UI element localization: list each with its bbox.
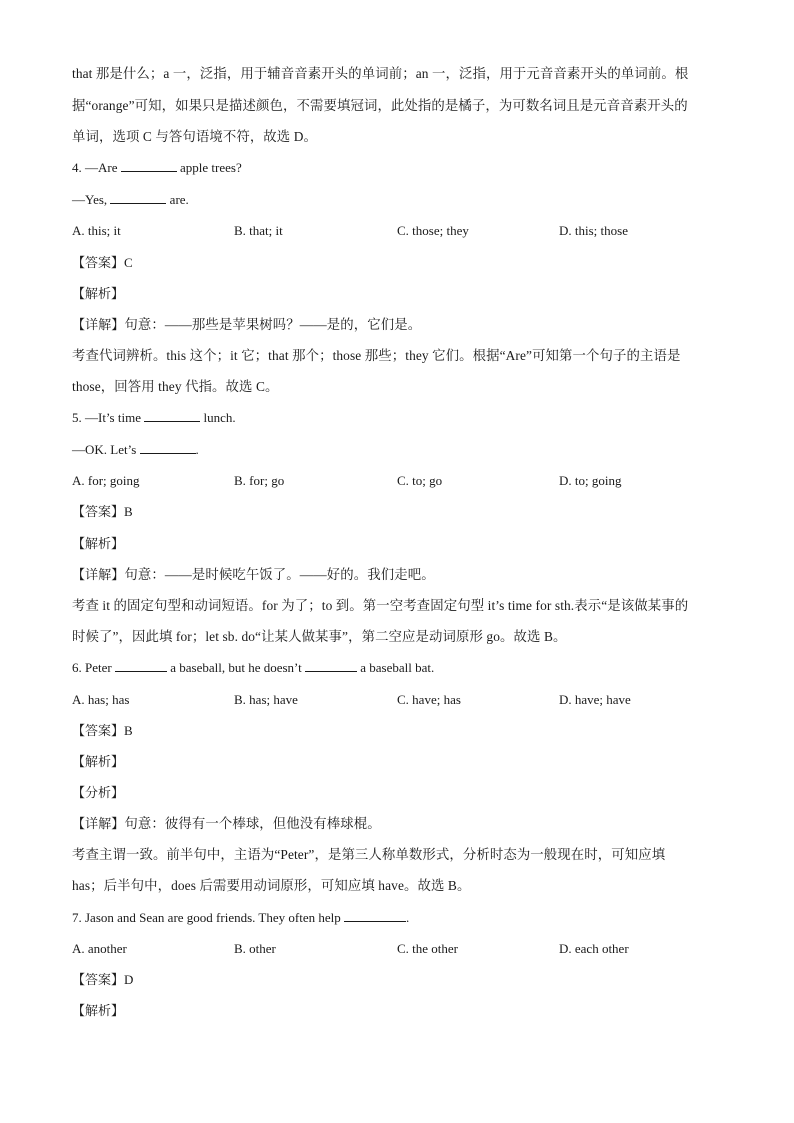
- answer-blank: [115, 659, 167, 672]
- option-d: D. each other: [559, 941, 629, 956]
- option-a: A. another: [72, 941, 127, 956]
- intro-line-2: 据“orange”可知，如果只是描述颜色，不需要填冠词，此处指的是橘子，为可数名词且是元音音素开头的: [72, 98, 688, 113]
- answer-blank: [121, 159, 177, 172]
- question-5-stem: 5. —It’s time lunch.: [72, 410, 236, 425]
- question-7-answer: [72, 970, 722, 991]
- detail-label: 【详解】: [72, 817, 125, 832]
- question-6-answer: [72, 721, 722, 742]
- question-6-options: [72, 690, 722, 710]
- question-5-analysis-label: 【解析】: [72, 537, 125, 552]
- question-5-explanation-2: 时候了”，因此填 for；let sb. do“让某人做某事”，第二空应是动词原形 go。故选 B。: [72, 629, 567, 644]
- option-c: C. have; has: [397, 692, 461, 707]
- option-b: B. other: [234, 941, 276, 956]
- answer-blank: [344, 909, 406, 922]
- question-6-analysis-label: 【解析】: [72, 755, 125, 770]
- question-4-detail: 【详解】句意：——那些是苹果树吗？——是的，它们是。: [72, 317, 422, 333]
- option-b: B. for; go: [234, 473, 285, 488]
- question-4-explanation-2: those，回答用 they 代指。故选 C。: [72, 379, 279, 394]
- answer-value: B: [124, 504, 133, 519]
- question-6-explanation-1: 考查主谓一致。前半句中，主语为“Peter”，是第三人称单数形式，分析时态为一般现在时，可知应填: [72, 847, 666, 862]
- answer-blank: [144, 409, 200, 422]
- question-5-explanation-1: 考查 it 的固定句型和动词短语。for 为了；to 到。第一空考查固定句型 it’s time for sth.表示“是该做某事的: [72, 598, 689, 613]
- detail-label: 【详解】: [72, 568, 125, 583]
- answer-value: B: [124, 723, 133, 738]
- intro-line-3: 单词，选项 C 与答句语境不符，故选 D。: [72, 129, 317, 144]
- question-4-reply: —Yes, are.: [72, 192, 189, 207]
- answer-blank: [305, 659, 357, 672]
- question-6-detail: 【详解】句意：彼得有一个棒球，但他没有棒球棍。: [72, 816, 381, 832]
- question-5-options: [72, 471, 722, 491]
- intro-line-1: that 那是什么；a 一，泛指，用于辅音音素开头的单词前；an 一，泛指，用于元音音素开头的单词前。根: [72, 66, 689, 81]
- question-7-stem: 7. Jason and Sean are good friends. They often help .: [72, 910, 410, 925]
- question-6-fenxi-label: 【分析】: [72, 786, 125, 801]
- option-c: C. those; they: [397, 223, 469, 238]
- option-b: B. that; it: [234, 223, 283, 238]
- question-4-explanation-1: 考查代词辨析。this 这个；it 它；that 那个；those 那些；they 它们。根据“Are”可知第一个句子的主语是: [72, 348, 681, 363]
- answer-blank: [140, 441, 196, 454]
- answer-value: C: [124, 255, 133, 270]
- answer-label: 【答案】: [72, 973, 125, 988]
- option-a: A. has; has: [72, 692, 130, 707]
- detail-label: 【详解】: [72, 318, 125, 333]
- question-6-explanation-2: has；后半句中，does 后需要用动词原形，可知应填 have。故选 B。: [72, 878, 471, 893]
- question-4-answer: [72, 253, 722, 274]
- option-d: D. this; those: [559, 223, 628, 238]
- question-4-analysis-label: 【解析】: [72, 287, 125, 302]
- option-a: A. this; it: [72, 223, 121, 238]
- option-d: D. to; going: [559, 473, 622, 488]
- option-c: C. to; go: [397, 473, 443, 488]
- question-5-answer: [72, 502, 722, 523]
- answer-label: 【答案】: [72, 256, 125, 271]
- question-6-stem: 6. Peter a baseball, but he doesn’t a baseball bat.: [72, 660, 435, 675]
- answer-blank: [110, 191, 166, 204]
- question-5-reply: —OK. Let’s .: [72, 442, 199, 457]
- question-5-detail: 【详解】句意：——是时候吃午饭了。——好的。我们走吧。: [72, 567, 435, 583]
- option-b: B. has; have: [234, 692, 298, 707]
- answer-value: D: [124, 972, 134, 987]
- answer-label: 【答案】: [72, 724, 125, 739]
- option-a: A. for; going: [72, 473, 140, 488]
- question-7-analysis-label: 【解析】: [72, 1004, 125, 1019]
- option-d: D. have; have: [559, 692, 631, 707]
- answer-label: 【答案】: [72, 505, 125, 520]
- option-c: C. the other: [397, 941, 459, 956]
- question-4-options: [72, 221, 722, 241]
- question-4-stem: 4. —Are apple trees?: [72, 160, 242, 175]
- question-7-options: [72, 939, 722, 959]
